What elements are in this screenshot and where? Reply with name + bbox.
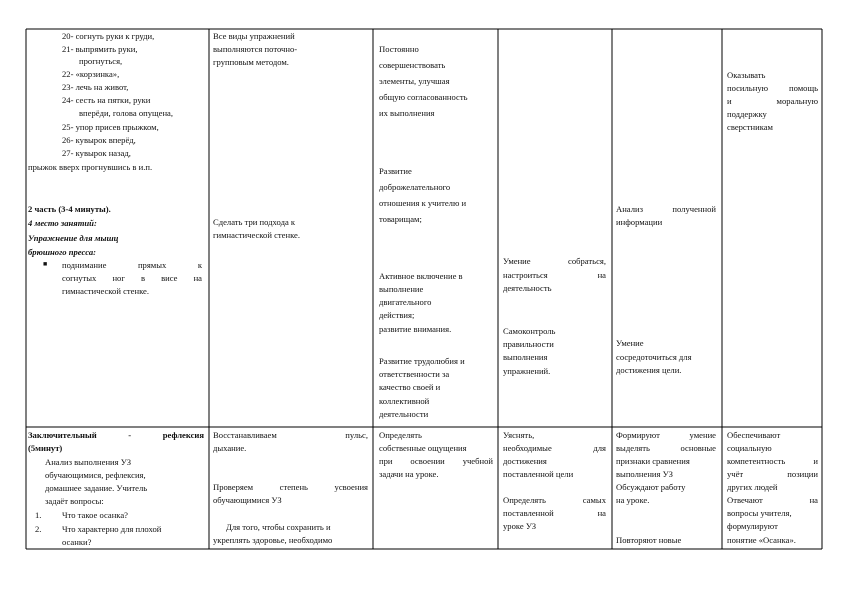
final-line: Отвечают на [727,495,818,505]
comm-line: Оказывать [727,70,766,80]
exercise-line: вперёди, голова опущена, [79,108,174,118]
exercise-title: Упражнение для мышц [28,233,119,243]
skill-line: выполнения [503,352,548,362]
goal-line: развитие внимания. [379,324,452,334]
goal-line: Развитие [379,166,412,176]
comm-line: поддержку [727,109,767,119]
exercise-line: прогнуться, [79,56,123,66]
skill-line: правильности [503,339,554,349]
final-line: обучающимися, рефлексия, [45,470,146,480]
goal-line: выполнение [379,284,424,294]
final-line: уроке УЗ [503,521,537,531]
method-line: выполняются поточно- [213,44,298,54]
final-line: необходимые для [503,443,606,453]
skill-line: упражнений. [503,366,551,376]
goal-line: доброжелательного [379,182,451,192]
final-line: Определять самых [503,495,606,505]
comm-line: посильную помощь [727,83,818,93]
method-line: групповым методом. [213,57,289,67]
final-line: на уроке. [616,495,650,505]
skill-line: деятельность [503,283,552,293]
final-line: Уяснять, [503,430,535,440]
final-line: Обеспечивают [727,430,781,440]
final-title: Заключительный - рефлексия [28,430,204,440]
comm-line: и моральную [727,96,818,106]
final-line: понятие «Осанка». [727,535,796,545]
question-text: осанки? [62,537,92,547]
final-line: учёт позиции [727,469,818,479]
skill-line: Самоконтроль [503,326,556,336]
final-line: Анализ выполнения УЗ [45,457,132,467]
cog-line: достижения цели. [616,365,682,375]
exercise-line: 25- упор присев прыжком, [62,122,159,132]
goal-line: отношения к учителю и [379,198,467,208]
cog-line: Анализ полученной [616,204,716,214]
exercise-line: 24- сесть на пятки, руки [62,95,151,105]
skill-line: Умение собраться, [503,256,606,266]
final-line: задачи на уроке. [379,469,439,479]
goal-line: ответственности за [379,369,450,379]
final-line: при освоении учебной [379,456,493,466]
final-line: укреплять здоровье, необходимо [213,535,333,545]
final-line: Для того, чтобы сохранить и [226,522,331,532]
final-line: признаки сравнения [616,456,690,466]
final-line: Проверяем степень усвоения [213,482,368,492]
final-duration: (5минут) [28,443,63,453]
cog-line: Умение [616,338,644,348]
final-line: Восстанавливаем пульс, [213,430,368,440]
place-line: 4 место занятий: [28,218,97,228]
final-line: домашнее задание. Учитель [45,483,148,493]
goal-line: их выполнения [379,108,435,118]
question-num: 2. [35,524,42,534]
comm-line: сверстникам [727,122,773,132]
final-line: достижения [503,456,547,466]
final-line: дыхание. [213,443,247,453]
final-line: собственные ощущения [379,443,467,453]
final-line: поставленной на [503,508,606,518]
exercise-line: 21- выпрямить руки, [62,44,138,54]
goal-line: элементы, улучшая [379,76,450,86]
goal-line: Активное включение в [379,271,463,281]
exercise-line: 20- согнуть руки к груди, [62,31,155,41]
bullet-line: поднимание прямых к [62,260,202,270]
final-line: выделять основные [616,443,716,453]
goal-line: действия; [379,310,415,320]
skill-line: настроиться на [503,270,606,280]
final-line: формулируют [727,521,778,531]
goal-line: Развитие трудолюбия и [379,356,465,366]
goal-line: качество своей и [379,382,441,392]
goal-line: деятельности [379,409,429,419]
cog-line: информации [616,217,663,227]
final-line: Повторяют новые [616,535,682,545]
cog-line: сосредоточиться для [616,352,692,362]
goal-line: двигательного [379,297,432,307]
exercise-line: 27- кувырок назад, [62,148,131,158]
final-line: вопросы учителя, [727,508,792,518]
exercise-line: 26- кувырок вперёд, [62,135,136,145]
bullet-line: гимнастической стенке. [62,286,149,296]
part2-title: 2 часть (3-4 минуты). [28,204,111,214]
goal-line: коллективной [379,396,430,406]
goal-line: Постоянно [379,44,419,54]
final-line: других людей [727,482,778,492]
final-line: обучающимися УЗ [213,495,282,505]
final-line: Формируют умение [616,430,716,440]
final-line: выполнения УЗ [616,469,673,479]
final-line: Определять [379,430,422,440]
final-line: социальную [727,443,772,453]
goal-line: совершенствовать [379,60,446,70]
jump-line: прыжок вверх прогнувшись в и.п. [28,162,153,172]
final-line: задаёт вопросы: [45,496,104,506]
question-num: 1. [35,510,42,520]
approach-line: Сделать три подхода к [213,217,296,227]
final-line: поставленной цели [503,469,574,479]
exercise-title: брюшного пресса: [28,247,97,257]
bullet-line: согнутых ног в висе на [62,273,202,283]
approach-line: гимнастической стенке. [213,230,300,240]
question-text: Что такое осанка? [62,510,128,520]
exercise-line: 22- «корзинка», [62,69,120,79]
final-line: Обсуждают работу [616,482,686,492]
question-text: Что характерно для плохой [62,524,162,534]
final-line: компетентность и [727,456,818,466]
bullet-icon: ■ [43,260,48,268]
goal-line: товарищам; [379,214,422,224]
exercise-line: 23- лечь на живот, [62,82,129,92]
method-line: Все виды упражнений [213,31,295,41]
goal-line: общую согласованность [379,92,468,102]
